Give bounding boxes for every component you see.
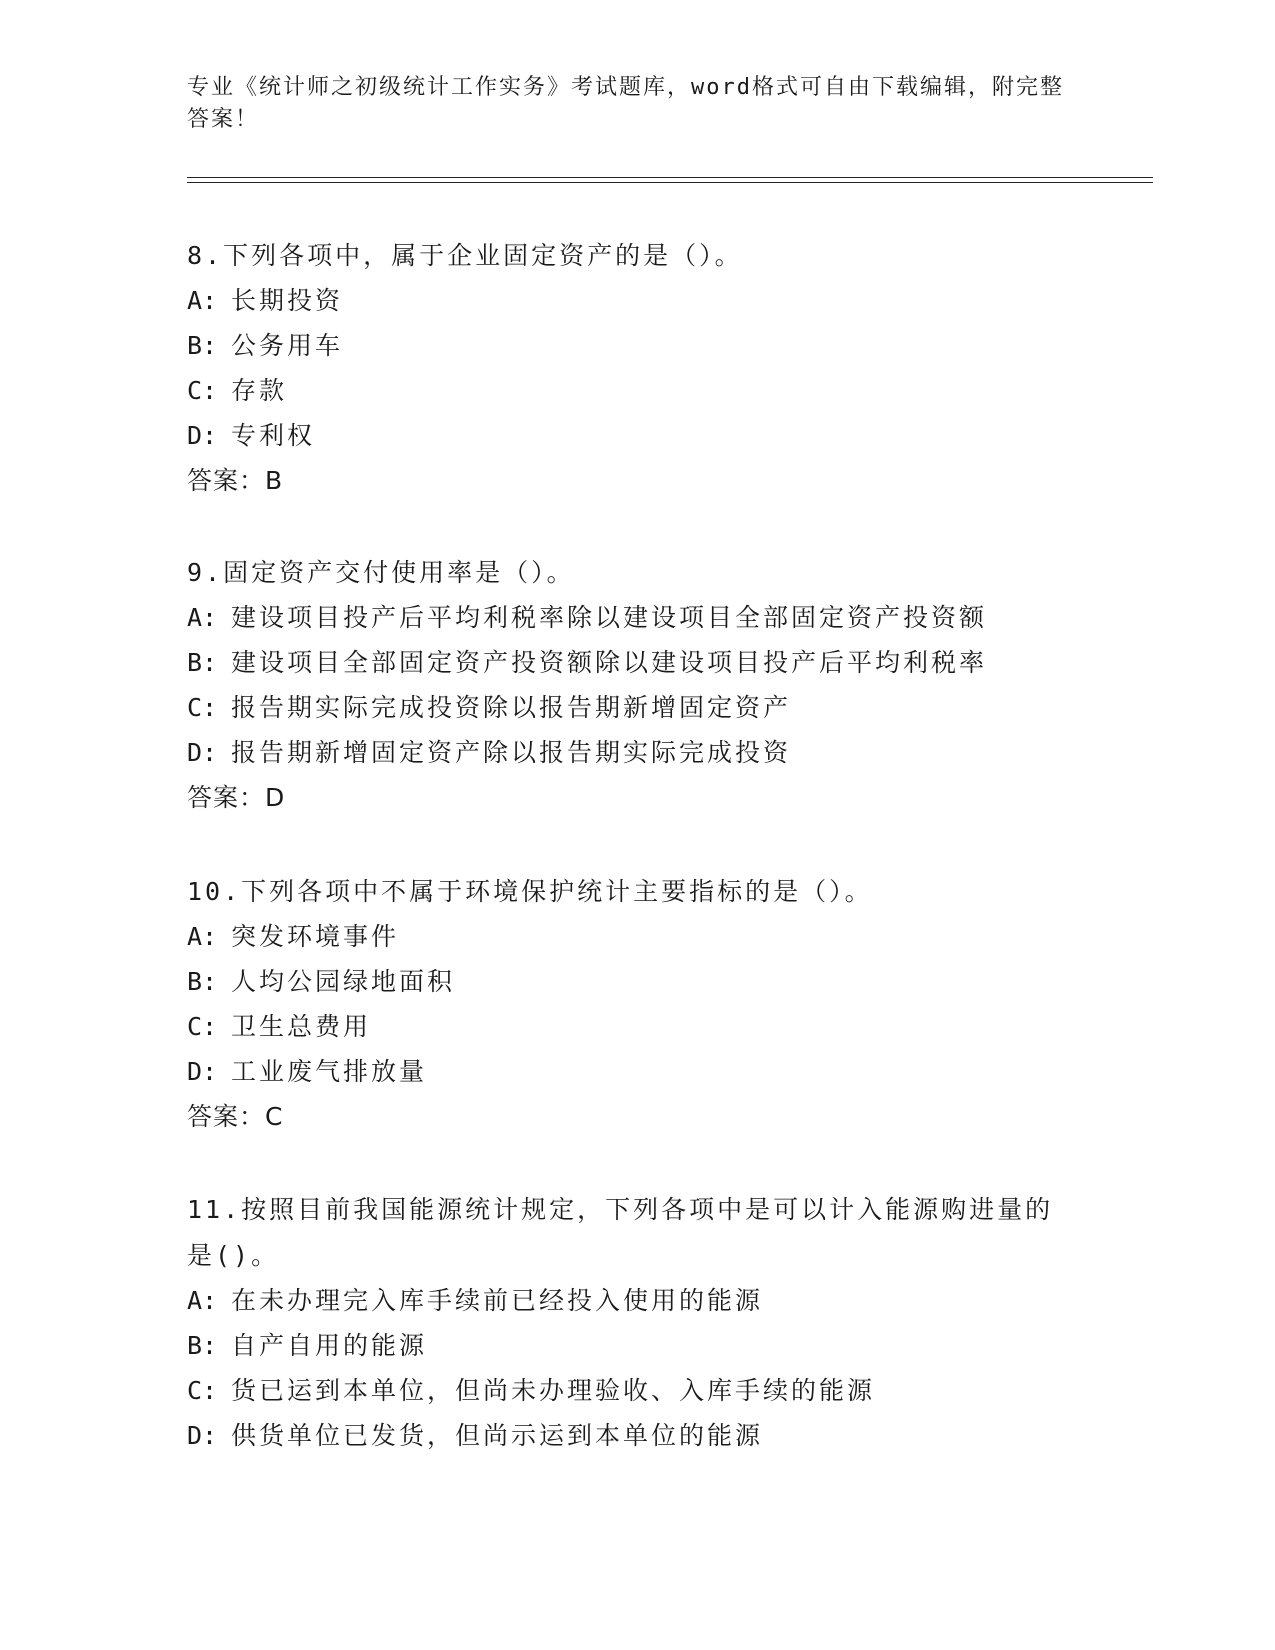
option-letter: D: — [187, 1421, 218, 1450]
option-a — [187, 921, 1087, 953]
option-letter: A: — [187, 603, 218, 632]
option-letter: C: — [187, 693, 218, 722]
answer: 答案：D — [187, 783, 286, 812]
header-text: 专业《统计师之初级统计工作实务》考试题库，word格式可自由下载编辑，附完整答案！ — [187, 75, 1064, 132]
option-text: 工业废气排放量 — [231, 1057, 428, 1086]
option-d — [187, 420, 1087, 452]
option-a — [187, 602, 1087, 634]
option-b — [187, 647, 1087, 679]
answer: 答案：B — [187, 466, 284, 495]
option-text: 存款 — [231, 376, 288, 405]
option-text: 供货单位已发货，但尚示运到本单位的能源 — [231, 1421, 764, 1450]
option-c — [187, 1011, 1087, 1043]
option-letter: D: — [187, 1057, 218, 1086]
option-text: 人均公园绿地面积 — [231, 967, 456, 996]
option-letter: B: — [187, 331, 218, 360]
option-text: 报告期实际完成投资除以报告期新增固定资产 — [231, 693, 792, 722]
option-letter: A: — [187, 922, 218, 951]
option-c — [187, 1375, 1087, 1407]
option-letter: D: — [187, 738, 218, 767]
document-header — [187, 72, 1067, 136]
option-a — [187, 1285, 1087, 1317]
option-letter: D: — [187, 421, 218, 450]
header-divider-bottom — [187, 182, 1153, 183]
question-8 — [187, 240, 1087, 497]
question-stem-line-1: 11.按照目前我国能源统计规定，下列各项中是可以计入能源购进量的 — [187, 1195, 1054, 1224]
question-9 — [187, 557, 1087, 814]
header-divider-top — [187, 177, 1153, 178]
question-stem: 9.固定资产交付使用率是（）。 — [187, 558, 575, 587]
option-letter: A: — [187, 1286, 218, 1315]
question-10 — [187, 876, 1087, 1133]
option-b — [187, 966, 1087, 998]
question-stem: 10.下列各项中不属于环境保护统计主要指标的是（）。 — [187, 877, 873, 906]
option-letter: C: — [187, 1012, 218, 1041]
option-text: 报告期新增固定资产除以报告期实际完成投资 — [231, 738, 792, 767]
question-stem: 8.下列各项中，属于企业固定资产的是（）。 — [187, 241, 743, 270]
option-text: 建设项目全部固定资产投资额除以建设项目投产后平均利税率 — [231, 648, 988, 677]
option-text: 公务用车 — [231, 331, 344, 360]
option-letter: B: — [187, 967, 218, 996]
option-letter: B: — [187, 648, 218, 677]
option-b — [187, 330, 1087, 362]
option-c — [187, 692, 1087, 724]
option-c — [187, 375, 1087, 407]
option-d — [187, 737, 1087, 769]
option-b — [187, 1330, 1087, 1362]
answer: 答案：C — [187, 1102, 284, 1131]
option-text: 建设项目投产后平均利税率除以建设项目全部固定资产投资额 — [231, 603, 988, 632]
option-text: 突发环境事件 — [231, 922, 400, 951]
option-text: 专利权 — [231, 421, 316, 450]
option-text: 货已运到本单位，但尚未办理验收、入库手续的能源 — [231, 1376, 876, 1405]
option-d — [187, 1056, 1087, 1088]
option-d — [187, 1420, 1087, 1452]
option-letter: C: — [187, 1376, 218, 1405]
option-text: 自产自用的能源 — [231, 1331, 428, 1360]
option-a — [187, 285, 1087, 317]
option-text: 在未办理完入库手续前已经投入使用的能源 — [231, 1286, 764, 1315]
question-stem-line-2: 是()。 — [187, 1241, 280, 1270]
option-letter: C: — [187, 376, 218, 405]
option-text: 长期投资 — [231, 286, 344, 315]
option-letter: B: — [187, 1331, 218, 1360]
question-11 — [187, 1194, 1087, 1452]
option-letter: A: — [187, 286, 218, 315]
option-text: 卫生总费用 — [231, 1012, 372, 1041]
